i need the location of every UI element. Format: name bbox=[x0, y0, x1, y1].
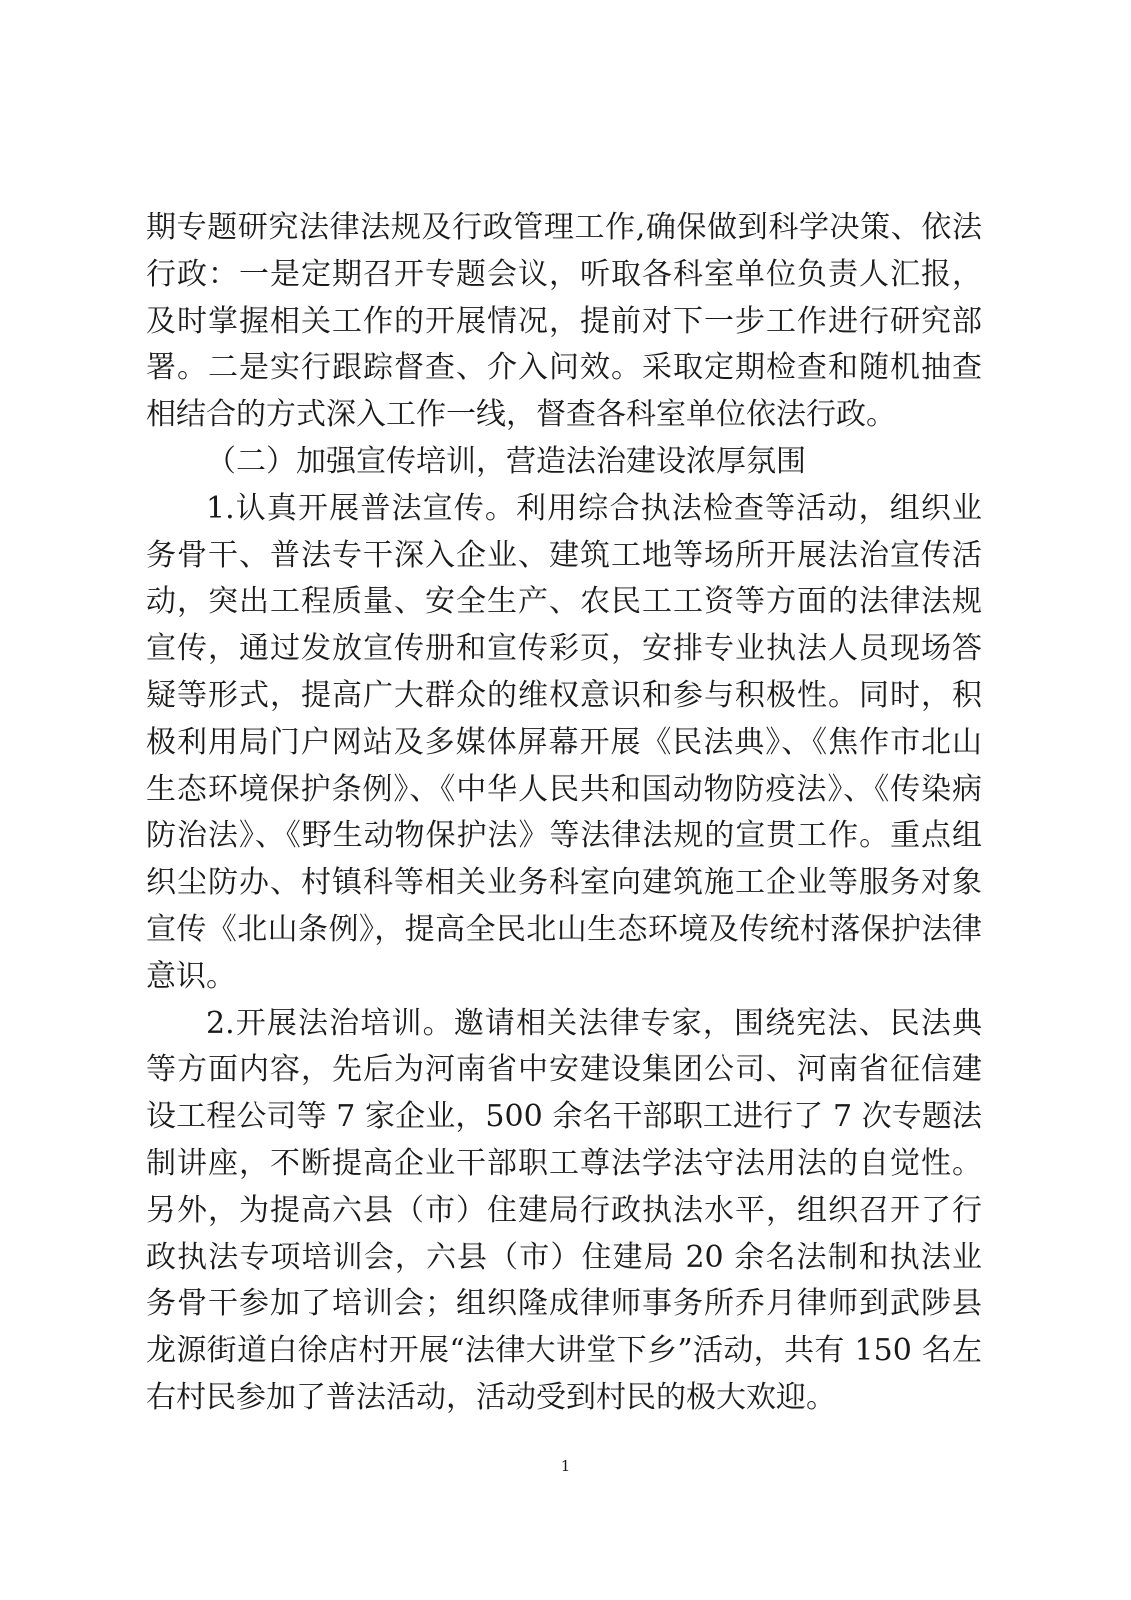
paragraph-legal-training: 2.开展法治培训。邀请相关法律专家，围绕宪法、民法典等方面内容，先后为河南省中安建设集团公司、河南省征信建设工程公司等 7 家企业，500 余名干部职工进行了 7 次专题法制讲座，不断提高企业干部职工尊法学法守法用法的自觉性。另外，为提高六县（市）住建局行政执法水平，组织召开了行政执法专项培训会，六县（市）住建局 20 余名法制和执法业务骨干参加了培训会；组织隆成律师事务所乔月律师到武陟县龙源街道白徐店村开展“法律大讲堂下乡”活动，共有 150 名左右村民参加了普法活动，活动受到村民的极大欢迎。 bbox=[146, 1005, 982, 1415]
section-heading-publicity-training: （二）加强宣传培训，营造法治建设浓厚氛围 bbox=[206, 443, 806, 479]
page-number: 1 bbox=[560, 1457, 571, 1475]
paragraph-legal-publicity: 1.认真开展普法宣传。利用综合执法检查等活动，组织业务骨干、普法专干深入企业、建筑工地等场所开展法治宣传活动，突出工程质量、安全生产、农民工工资等方面的法律法规宣传，通过发放宣传册和宣传彩页，安排专业执法人员现场答疑等形式，提高广大群众的维权意识和参与积极性。同时，积极利用局门户网站及多媒体屏幕开展《民法典》、《焦作市北山生态环境保护条例》、《中华人民共和国动物防疫法》、《传染病防治法》、《野生动物保护法》等法律法规的宣贯工作。重点组织尘防办、村镇科等相关业务科室向建筑施工企业等服务对象宣传《北山条例》，提高全民北山生态环境及传统村落保护法律意识。 bbox=[146, 490, 982, 994]
paragraph-decision-making: 期专题研究法律法规及行政管理工作,确保做到科学决策、依法行政：一是定期召开专题会议，听取各科室单位负责人汇报，及时掌握相关工作的开展情况，提前对下一步工作进行研究部署。二是实行跟踪督查、介入问效。采取定期检查和随机抽查相结合的方式深入工作一线，督查各科室单位依法行政。 bbox=[146, 210, 982, 433]
document-body bbox=[146, 205, 982, 1422]
